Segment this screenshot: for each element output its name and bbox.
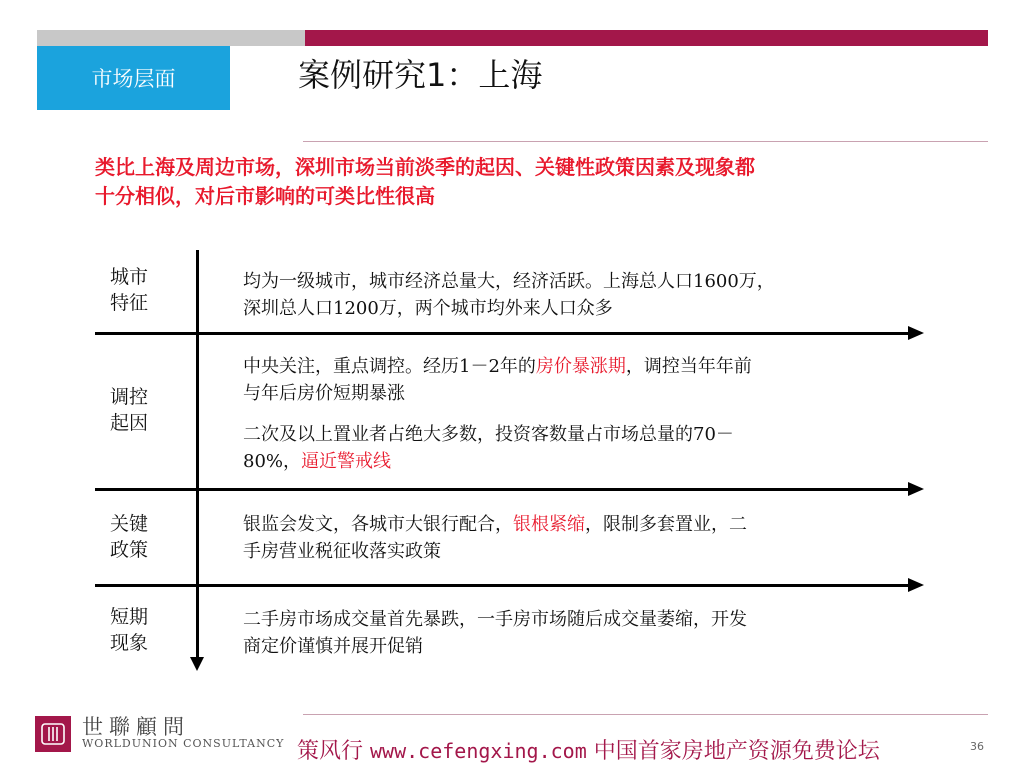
right-arrow-icon (908, 578, 924, 592)
row-label-short-term (110, 604, 148, 656)
row-label-regulation-cause (110, 384, 148, 436)
row-text-key-policy (243, 511, 903, 565)
row-text-line: 均为一级城市，城市经济总量大，经济活跃。上海总人口1600万， (243, 271, 775, 292)
row-text-line: 手房营业税征收落实政策 (243, 541, 441, 562)
row-label-line: 现象 (110, 632, 149, 654)
row-text-line: 银监会发文，各城市大银行配合，银根紧缩，限制多套置业，二 (243, 514, 747, 535)
slide-title: 案例研究1：上海 (298, 56, 543, 94)
row-divider-arrow (95, 488, 910, 491)
row-label-line: 关键 (110, 513, 149, 535)
vertical-axis (196, 250, 199, 660)
row-divider-arrow (95, 584, 910, 587)
company-name-en: WORLDUNION CONSULTANCY (82, 737, 285, 750)
row-text-line: 与年后房价短期暴涨 (243, 383, 405, 404)
highlight-text: 房价暴涨期 (535, 356, 626, 377)
subtitle-line-1: 类比上海及周边市场，深圳市场当前淡季的起因、关键性政策因素及现象都 (95, 155, 755, 179)
company-logo-icon (35, 716, 71, 752)
row-divider-arrow (95, 332, 910, 335)
row-text-line: 深圳总人口1200万，两个城市均外来人口众多 (243, 298, 613, 319)
row-text-regulation-cause-para-1 (243, 353, 903, 407)
row-text-line: 商定价谨慎并展开促销 (243, 636, 423, 657)
row-text-line: 二手房市场成交量首先暴跌，一手房市场随后成交量萎缩，开发 (243, 609, 747, 630)
row-label-key-policy (110, 511, 148, 563)
highlight-text: 逼近警戒线 (301, 451, 392, 472)
right-arrow-icon (908, 482, 924, 496)
row-text-line: 80%，逼近警戒线 (243, 451, 392, 472)
row-text-line: 二次及以上置业者占绝大多数，投资客数量占市场总量的70－ (243, 424, 734, 445)
row-text-regulation-cause-para-2 (243, 421, 903, 475)
company-name-cn: 世聯顧問 (82, 715, 190, 739)
row-text-line: 中央关注，重点调控。经历1－2年的房价暴涨期，调控当年年前 (243, 356, 752, 377)
header-bar-maroon (305, 30, 988, 46)
slide-subtitle (95, 153, 975, 211)
row-text-short-term (243, 606, 903, 660)
down-arrow-icon (190, 657, 204, 671)
row-label-line: 城市 (110, 266, 149, 288)
row-label-line: 起因 (110, 412, 149, 434)
footer-link[interactable]: www.cefengxing.com (370, 739, 587, 763)
footer-divider (303, 714, 988, 715)
subtitle-line-2: 十分相似，对后市影响的可类比性很高 (95, 184, 435, 208)
row-label-line: 特征 (110, 292, 149, 314)
section-tab: 市场层面 (37, 46, 230, 110)
title-divider (303, 141, 988, 142)
row-label-line: 政策 (110, 539, 149, 561)
row-text-city-features (243, 268, 903, 322)
highlight-text: 银根紧缩 (513, 514, 585, 535)
row-label-city-features (110, 264, 148, 316)
row-label-line: 调控 (110, 386, 149, 408)
row-label-line: 短期 (110, 606, 149, 628)
footer-caption: 策风行 www.cefengxing.com 中国首家房地产资源免费论坛 (297, 739, 880, 764)
header-bar-gray (37, 30, 305, 46)
right-arrow-icon (908, 326, 924, 340)
page-number: 36 (970, 740, 984, 753)
